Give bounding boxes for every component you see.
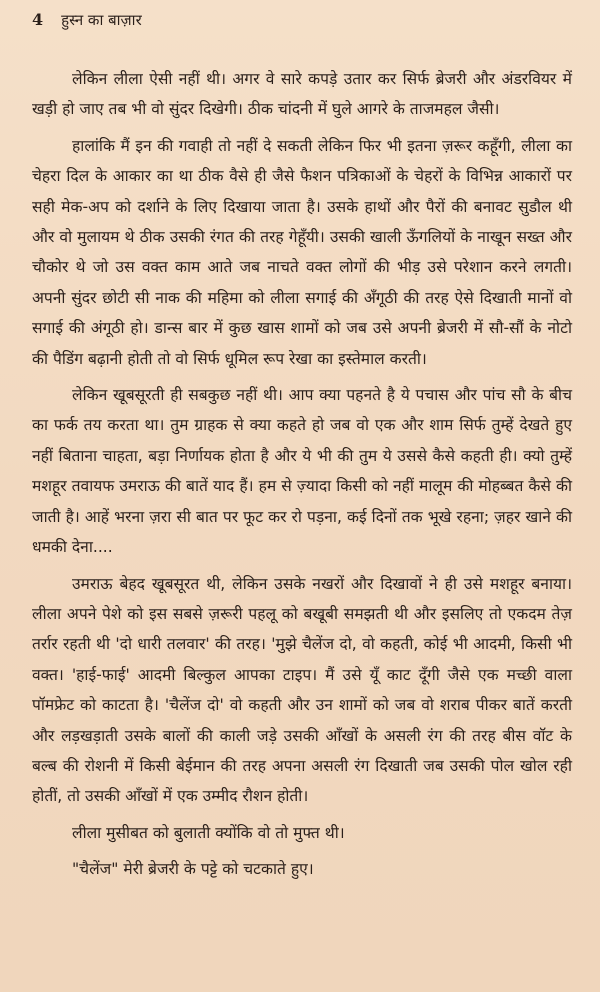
paragraph: लेकिन लीला ऐसी नहीं थी। अगर वे सारे कपड़े उतार कर सिर्फ ब्रेजरी और अंडरवियर में खड़ी हो जाए तब भी वो सुंदर दिखेगी। ठीक चांदनी में घुले आगरे के ताजमहल जैसी। bbox=[32, 70, 572, 119]
page-number: 4 bbox=[32, 10, 44, 29]
paragraph: "चैलेंज" मेरी ब्रेजरी के पट्टे को चटकाते हुए। bbox=[72, 860, 314, 879]
paragraph: लीला मुसीबत को बुलाती क्योंकि वो तो मुफ्त थी। bbox=[72, 823, 345, 842]
paragraph: उमराऊ बेहद खूबसूरत थी, लेकिन उसके नखरों और दिखावों ने ही उसे मशहूर बनाया। लीला अपने पेशे को इस सबसे ज़रूरी पहलू को बखूबी समझती थी और इसलिए तो एकदम तेज़ तर्रार रहती थी 'दो धारी तलवार' की तरह। 'मुझे चैलेंज दो, वो कहती, कोई भी आदमी, किसी भी वक्त। 'हाई-फाई' आदमी बिल्कुल आपका टाइप। मैं उसे यूँ काट दूँगी जैसे एक मच्छी वाला पॉमफ्रेट को काटता है। 'चैलेंज दो' वो कहती और उन शामों को जब वो शराब पीकर बातें करती और लड़खड़ाती उसके बालों की काली जड़े उसकी आँखों के असली रंग की तरह बीस वॉट के बल्ब की रोशनी में किसी बेईमान की तरह अपना असली रंग दिखाती जब उसकी पोल खोल रही होतीं, तो उसकी आँखों में एक उम्मीद रौशन होती। bbox=[32, 574, 572, 806]
paragraph: हालांकि मैं इन की गवाही तो नहीं दे सकती लेकिन फिर भी इतना ज़रूर कहूँगी, लीला का चेहरा दिल के आकार का था ठीक वैसे ही जैसे फैशन पत्रिकाओं के चेहरों के विभिन्न आकारों पर सही मेक-अप को दर्शाने के लिए दिखाया जाता है। उसके हाथों और पैरों की बनावट सुडौल थी और वो मुलायम थे ठीक उसकी रंगत की तरह गेहूँयी। उसकी खाली ऊँगलियों के नाखून सख्त और चौकोर थे जो उस वक्त काम आते जब नाचते वक्त लोगों की भीड़ उसे परेशान करने लगती। अपनी सुंदर छोटी सी नाक की महिमा को लीला सगाई की अँगूठी की तरह ऐसे दिखाती मानों वो सगाई की अंगूठी हो। डान्स बार में कुछ खास शामों को जब उसे अपनी ब्रेजरी में सौ-सौं के नोटो की पैडिंग बढ़ानी होती तो वो सिर्फ धूमिल रूप रेखा का इस्तेमाल करती। bbox=[32, 136, 572, 368]
book-title: हुस्न का बाज़ार bbox=[61, 11, 142, 29]
paragraph: लेकिन खूबसूरती ही सबकुछ नहीं थी। आप क्या पहनते है ये पचास और पांच सौ के बीच का फर्क तय करता था। तुम ग्राहक से क्या कहते हो जब वो एक और शाम सिर्फ तुम्हें देखते हुए नहीं बिताना चाहता, बड़ा निर्णायक होता है और ये भी की तुम ये उससे कैसे कहती ही। क्यो तुम्हें मशहूर तवायफ उमराऊ की बातें याद हैं। हम से ज़्यादा किसी को नहीं मालूम की मोहब्बत कैसे की जाती है। आहें भरना ज़रा सी बात पर फूट कर रो पड़ना, कई दिनों तक भूखे रहना; ज़हर खाने की धमकी देना.... bbox=[32, 386, 572, 557]
running-header bbox=[32, 10, 572, 46]
body-text bbox=[32, 64, 572, 885]
